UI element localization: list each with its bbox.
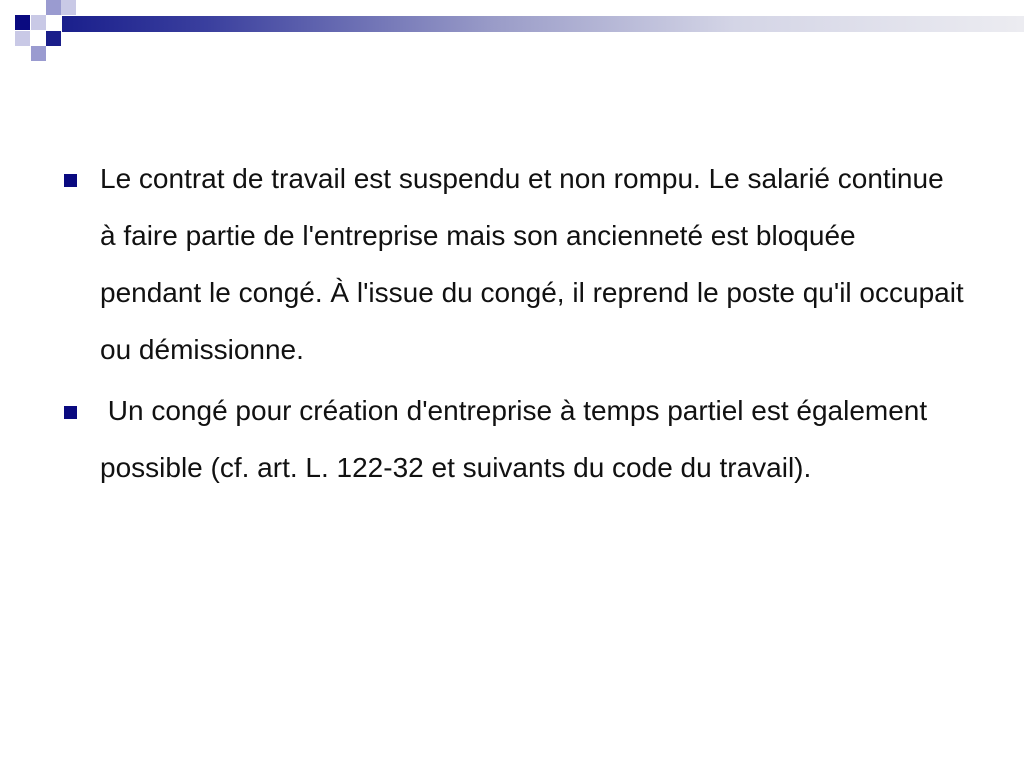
decorative-square bbox=[15, 31, 30, 46]
square-bullet-icon bbox=[64, 406, 77, 419]
decorative-square bbox=[31, 15, 46, 30]
decorative-square bbox=[61, 0, 76, 15]
square-bullet-icon bbox=[64, 174, 77, 187]
bullet-item bbox=[64, 150, 972, 378]
decorative-square bbox=[15, 15, 30, 30]
bullet-item bbox=[64, 382, 964, 496]
decorative-square bbox=[46, 0, 61, 15]
decorative-square bbox=[31, 46, 46, 61]
bullet-list bbox=[64, 150, 972, 496]
header-gradient-band bbox=[62, 16, 1024, 32]
decorative-square bbox=[46, 31, 61, 46]
bullet-text: Le contrat de travail est suspendu et non rompu. Le salarié continue à faire partie de l'entreprise mais son ancienneté est bloquée pendant le congé. À l'issue du congé, il reprend le poste qu'il occupait ou démissionne. bbox=[100, 163, 972, 365]
bullet-text: Un congé pour création d'entreprise à temps partiel est également possible (cf. art. L. 122-32 et suivants du code du travail). bbox=[100, 395, 935, 483]
